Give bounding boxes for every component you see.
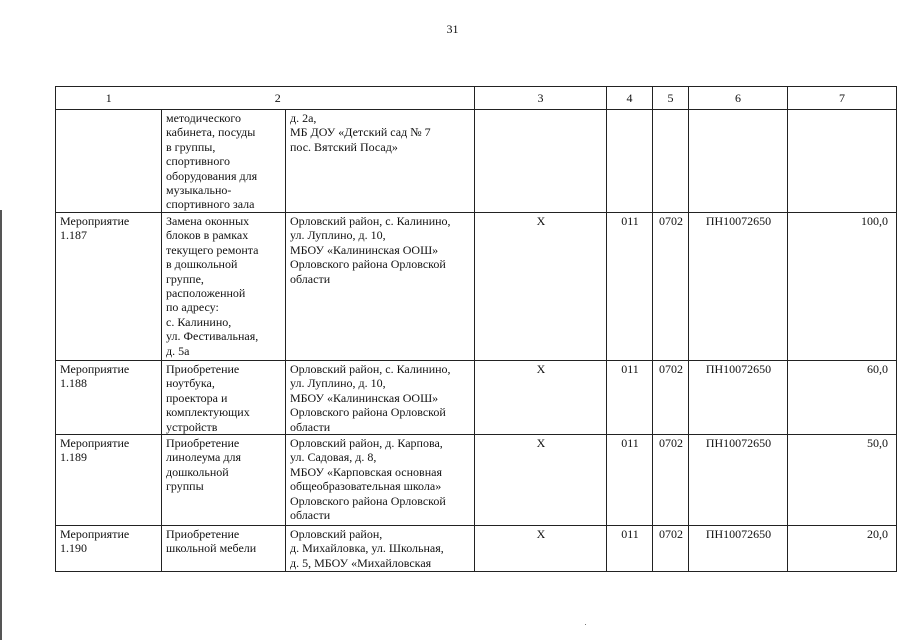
cell-col3 — [475, 110, 607, 213]
page-number: 31 — [446, 22, 459, 36]
table-row — [56, 526, 897, 572]
header-cell: 2 — [162, 87, 475, 110]
cell-col7: 50,0 — [788, 435, 897, 526]
cell-col3: Х — [475, 213, 607, 361]
table-row — [56, 435, 897, 526]
measure-name: Приобретение ноутбука, проектора и комплектующих устройств — [162, 361, 286, 435]
cell-col4: 011 — [607, 435, 653, 526]
cell-col4: 011 — [607, 361, 653, 435]
measure-name: Приобретение школьной мебели — [162, 526, 286, 572]
scan-speck — [585, 624, 586, 625]
cell-col7: 100,0 — [788, 213, 897, 361]
header-cell: 3 — [475, 87, 607, 110]
header-cell: 4 — [607, 87, 653, 110]
measure-address: Орловский район, с. Калинино, ул. Луплино, д. 10, МБОУ «Калининская ООШ» Орловского района Орловской области — [286, 213, 475, 361]
measure-name: Замена оконных блоков в рамках текущего ремонта в дошкольной группе, расположенной по адресу: с. Калинино, ул. Фестивальная, д. 5а — [162, 213, 286, 361]
header-cell: 6 — [689, 87, 788, 110]
table-row — [56, 213, 897, 361]
cell-col5: 0702 — [653, 213, 689, 361]
cell-col5 — [653, 110, 689, 213]
measure-id: Мероприятие 1.189 — [56, 435, 162, 526]
header-cell: 7 — [788, 87, 897, 110]
cell-col4: 011 — [607, 526, 653, 572]
measure-id: Мероприятие 1.190 — [56, 526, 162, 572]
table-row — [56, 110, 897, 213]
cell-col5: 0702 — [653, 361, 689, 435]
measure-address: Орловский район, д. Михайловка, ул. Школьная, д. 5, МБОУ «Михайловская — [286, 526, 475, 572]
cell-col3: Х — [475, 361, 607, 435]
measure-name: методического кабинета, посуды в группы, спортивного оборудования для музыкально- спортивного зала — [162, 110, 286, 213]
cell-col7 — [788, 110, 897, 213]
cell-col3: Х — [475, 526, 607, 572]
measure-id: Мероприятие 1.187 — [56, 213, 162, 361]
cell-col5: 0702 — [653, 526, 689, 572]
cell-col5: 0702 — [653, 435, 689, 526]
measure-id — [56, 110, 162, 213]
cell-col3: Х — [475, 435, 607, 526]
cell-col6: ПН10072650 — [689, 435, 788, 526]
cell-col6: ПН10072650 — [689, 361, 788, 435]
table-row — [56, 361, 897, 435]
measure-address: д. 2а, МБ ДОУ «Детский сад № 7 пос. Вятский Посад» — [286, 110, 475, 213]
cell-col6: ПН10072650 — [689, 526, 788, 572]
table-header-row — [56, 87, 897, 110]
cell-col6: ПН10072650 — [689, 213, 788, 361]
measure-address: Орловский район, д. Карпова, ул. Садовая, д. 8, МБОУ «Карповская основная общеобразовательная школа» Орловского района Орловской области — [286, 435, 475, 526]
header-cell: 1 — [56, 87, 162, 110]
header-cell: 5 — [653, 87, 689, 110]
cell-col4: 011 — [607, 213, 653, 361]
measure-id: Мероприятие 1.188 — [56, 361, 162, 435]
measure-address: Орловский район, с. Калинино, ул. Луплино, д. 10, МБОУ «Калининская ООШ» Орловского района Орловской области — [286, 361, 475, 435]
measure-name: Приобретение линолеума для дошкольной группы — [162, 435, 286, 526]
cell-col4 — [607, 110, 653, 213]
scan-edge-mark — [0, 210, 2, 640]
cell-col6 — [689, 110, 788, 213]
budget-measures-table — [55, 86, 897, 572]
cell-col7: 20,0 — [788, 526, 897, 572]
cell-col7: 60,0 — [788, 361, 897, 435]
